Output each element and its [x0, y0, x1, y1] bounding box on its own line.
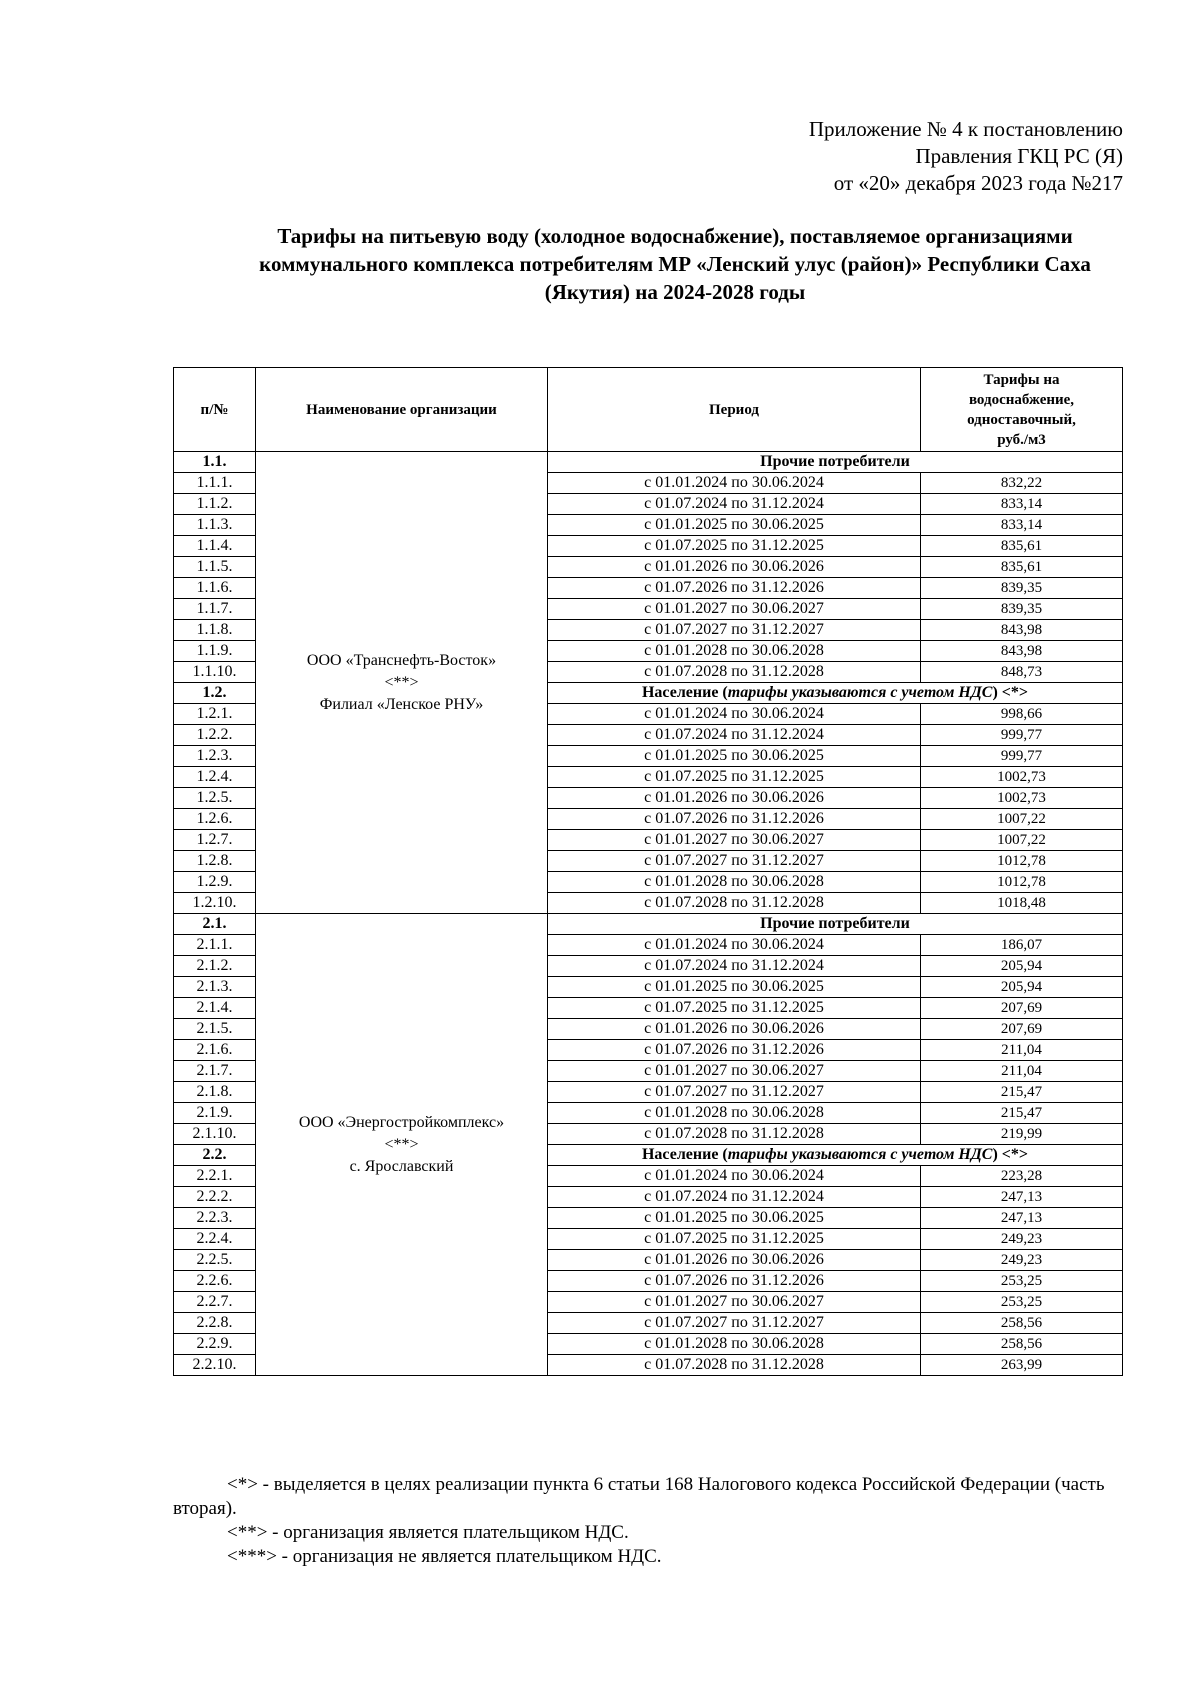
title-line-1: Тарифы на питьевую воду (холодное водоснабжение), поставляемое организациями — [277, 224, 1073, 248]
period-cell: с 01.01.2026 по 30.06.2026 — [548, 1250, 921, 1271]
group-label-vat-note: тарифы указываются с учетом НДС — [727, 684, 993, 701]
group-number: 1.1. — [174, 452, 256, 473]
consumer-group-label — [548, 683, 1123, 704]
row-number: 2.2.2. — [174, 1187, 256, 1208]
organization-name-line: <**> — [384, 1135, 419, 1153]
period-cell: с 01.01.2025 по 30.06.2025 — [548, 746, 921, 767]
tariff-value: 833,14 — [921, 494, 1123, 515]
tariff-value: 1007,22 — [921, 809, 1123, 830]
row-number: 1.1.7. — [174, 599, 256, 620]
footnote-vat-payer: <**> - организация является плательщиком НДС. — [227, 1522, 629, 1543]
footnote-vat-allocation: <*> - выделяется в целях реализации пункта 6 статьи 168 Налогового кодекса Российской Федерации (часть вторая). — [173, 1474, 1105, 1519]
tariff-value: 833,14 — [921, 515, 1123, 536]
tariff-value: 1012,78 — [921, 851, 1123, 872]
group-label-suffix: ) <*> — [992, 1146, 1029, 1163]
row-number: 2.1.3. — [174, 977, 256, 998]
row-number: 2.1.1. — [174, 935, 256, 956]
group-label-prefix: Население ( — [641, 684, 728, 701]
period-cell: с 01.01.2028 по 30.06.2028 — [548, 641, 921, 662]
tariff-value: 999,77 — [921, 725, 1123, 746]
row-number: 1.2.6. — [174, 809, 256, 830]
row-number: 2.2.3. — [174, 1208, 256, 1229]
period-cell: с 01.07.2028 по 31.12.2028 — [548, 1355, 921, 1376]
consumer-group-label: Прочие потребители — [548, 914, 1123, 935]
tariff-value: 843,98 — [921, 641, 1123, 662]
tariff-value: 998,66 — [921, 704, 1123, 725]
row-number: 2.2.4. — [174, 1229, 256, 1250]
period-cell: с 01.01.2027 по 30.06.2027 — [548, 1292, 921, 1313]
period-cell: с 01.01.2024 по 30.06.2024 — [548, 935, 921, 956]
col-header-org: Наименование организации — [256, 368, 548, 452]
row-number: 1.1.8. — [174, 620, 256, 641]
tariff-value: 1007,22 — [921, 830, 1123, 851]
row-number: 1.2.1. — [174, 704, 256, 725]
tariff-value: 205,94 — [921, 956, 1123, 977]
tariff-value: 839,35 — [921, 599, 1123, 620]
period-cell: с 01.07.2025 по 31.12.2025 — [548, 536, 921, 557]
period-cell: с 01.07.2028 по 31.12.2028 — [548, 1124, 921, 1145]
period-cell: с 01.07.2025 по 31.12.2025 — [548, 998, 921, 1019]
tariff-value: 249,23 — [921, 1250, 1123, 1271]
organization-name-line: с. Ярославский — [349, 1157, 454, 1175]
row-number: 1.1.2. — [174, 494, 256, 515]
group-label-suffix: ) <*> — [992, 684, 1029, 701]
period-cell: с 01.01.2027 по 30.06.2027 — [548, 830, 921, 851]
period-cell: с 01.07.2027 по 31.12.2027 — [548, 620, 921, 641]
period-cell: с 01.01.2028 по 30.06.2028 — [548, 1334, 921, 1355]
row-number: 1.2.5. — [174, 788, 256, 809]
tariff-value: 839,35 — [921, 578, 1123, 599]
organization-name-line: <**> — [384, 673, 419, 691]
period-cell: с 01.07.2027 по 31.12.2027 — [548, 1313, 921, 1334]
tariff-value: 249,23 — [921, 1229, 1123, 1250]
row-number: 2.2.7. — [174, 1292, 256, 1313]
consumer-group-label: Прочие потребители — [548, 452, 1123, 473]
period-cell: с 01.07.2024 по 31.12.2024 — [548, 725, 921, 746]
tariff-value: 1002,73 — [921, 767, 1123, 788]
footnotes — [173, 1473, 1122, 1569]
row-number: 2.1.8. — [174, 1082, 256, 1103]
period-cell: с 01.07.2027 по 31.12.2027 — [548, 851, 921, 872]
row-number: 1.2.10. — [174, 893, 256, 914]
period-cell: с 01.07.2026 по 31.12.2026 — [548, 1271, 921, 1292]
organization-name-line: ООО «Энергостройкомплекс» — [298, 1113, 505, 1131]
period-cell: с 01.01.2025 по 30.06.2025 — [548, 977, 921, 998]
period-cell: с 01.01.2026 по 30.06.2026 — [548, 788, 921, 809]
tariff-value: 205,94 — [921, 977, 1123, 998]
row-number: 2.1.5. — [174, 1019, 256, 1040]
row-number: 2.2.1. — [174, 1166, 256, 1187]
tariff-value: 211,04 — [921, 1061, 1123, 1082]
row-number: 1.2.7. — [174, 830, 256, 851]
col-header-period: Период — [548, 368, 921, 452]
organization-name-line: ООО «Транснефть-Восток» — [306, 651, 497, 669]
row-number: 1.1.4. — [174, 536, 256, 557]
table-header-row — [174, 368, 1123, 452]
organization-name — [256, 452, 548, 914]
row-number: 1.1.6. — [174, 578, 256, 599]
tariff-value: 1018,48 — [921, 893, 1123, 914]
organization-name-line: Филиал «Ленское РНУ» — [319, 695, 484, 713]
organization-name — [256, 914, 548, 1376]
row-number: 1.1.9. — [174, 641, 256, 662]
group-row — [174, 914, 1123, 935]
appendix-line-1: Приложение № 4 к постановлению — [808, 117, 1123, 141]
period-cell: с 01.01.2024 по 30.06.2024 — [548, 1166, 921, 1187]
row-number: 1.2.3. — [174, 746, 256, 767]
row-number: 1.1.3. — [174, 515, 256, 536]
period-cell: с 01.01.2027 по 30.06.2027 — [548, 1061, 921, 1082]
period-cell: с 01.07.2028 по 31.12.2028 — [548, 893, 921, 914]
period-cell: с 01.07.2024 по 31.12.2024 — [548, 1187, 921, 1208]
row-number: 2.1.10. — [174, 1124, 256, 1145]
row-number: 1.1.10. — [174, 662, 256, 683]
tariff-value: 999,77 — [921, 746, 1123, 767]
tariff-value: 186,07 — [921, 935, 1123, 956]
tariff-value: 215,47 — [921, 1103, 1123, 1124]
tariff-value: 258,56 — [921, 1334, 1123, 1355]
tariff-value: 215,47 — [921, 1082, 1123, 1103]
row-number: 1.2.4. — [174, 767, 256, 788]
row-number: 2.2.10. — [174, 1355, 256, 1376]
period-cell: с 01.07.2024 по 31.12.2024 — [548, 494, 921, 515]
row-number: 2.1.2. — [174, 956, 256, 977]
row-number: 2.2.6. — [174, 1271, 256, 1292]
group-number: 1.2. — [174, 683, 256, 704]
col-header-tariff-line: Тарифы на — [983, 371, 1060, 388]
tariff-value: 835,61 — [921, 536, 1123, 557]
title-line-3: (Якутия) на 2024-2028 годы — [544, 280, 806, 304]
tariff-value: 219,99 — [921, 1124, 1123, 1145]
period-cell: с 01.07.2026 по 31.12.2026 — [548, 1040, 921, 1061]
row-number: 2.1.7. — [174, 1061, 256, 1082]
group-number: 2.2. — [174, 1145, 256, 1166]
document-title — [175, 222, 1175, 306]
row-number: 1.2.2. — [174, 725, 256, 746]
table-body — [174, 452, 1123, 1376]
tariff-value: 253,25 — [921, 1271, 1123, 1292]
group-number: 2.1. — [174, 914, 256, 935]
period-cell: с 01.07.2025 по 31.12.2025 — [548, 1229, 921, 1250]
tariff-value: 263,99 — [921, 1355, 1123, 1376]
group-row — [174, 452, 1123, 473]
group-label-vat-note: тарифы указываются с учетом НДС — [727, 1146, 993, 1163]
period-cell: с 01.01.2028 по 30.06.2028 — [548, 1103, 921, 1124]
tariff-value: 247,13 — [921, 1208, 1123, 1229]
row-number: 2.2.5. — [174, 1250, 256, 1271]
row-number: 1.1.1. — [174, 473, 256, 494]
row-number: 2.1.4. — [174, 998, 256, 1019]
col-header-tariff — [921, 368, 1123, 452]
period-cell: с 01.01.2027 по 30.06.2027 — [548, 599, 921, 620]
tariff-table — [173, 367, 1123, 1376]
col-header-tariff-line: руб./м3 — [997, 431, 1046, 448]
tariff-value: 258,56 — [921, 1313, 1123, 1334]
appendix-line-2: Правления ГКЦ РС (Я) — [915, 144, 1123, 168]
row-number: 2.2.9. — [174, 1334, 256, 1355]
tariff-value: 253,25 — [921, 1292, 1123, 1313]
col-header-tariff-line: одноставочный, — [967, 411, 1076, 428]
consumer-group-label — [548, 1145, 1123, 1166]
row-number: 2.2.8. — [174, 1313, 256, 1334]
row-number: 1.2.9. — [174, 872, 256, 893]
tariff-value: 835,61 — [921, 557, 1123, 578]
period-cell: с 01.01.2025 по 30.06.2025 — [548, 1208, 921, 1229]
period-cell: с 01.07.2026 по 31.12.2026 — [548, 809, 921, 830]
appendix-header — [809, 116, 1123, 197]
period-cell: с 01.01.2026 по 30.06.2026 — [548, 557, 921, 578]
period-cell: с 01.01.2028 по 30.06.2028 — [548, 872, 921, 893]
footnote-non-vat-payer: <***> - организация не является плательщиком НДС. — [227, 1546, 662, 1567]
tariff-value: 247,13 — [921, 1187, 1123, 1208]
group-label-prefix: Население ( — [641, 1146, 728, 1163]
period-cell: с 01.01.2024 по 30.06.2024 — [548, 473, 921, 494]
tariff-value: 1012,78 — [921, 872, 1123, 893]
period-cell: с 01.01.2026 по 30.06.2026 — [548, 1019, 921, 1040]
row-number: 1.2.8. — [174, 851, 256, 872]
tariff-value: 211,04 — [921, 1040, 1123, 1061]
tariff-value: 848,73 — [921, 662, 1123, 683]
row-number: 2.1.6. — [174, 1040, 256, 1061]
tariff-value: 843,98 — [921, 620, 1123, 641]
tariff-value: 832,22 — [921, 473, 1123, 494]
period-cell: с 01.07.2028 по 31.12.2028 — [548, 662, 921, 683]
period-cell: с 01.01.2024 по 30.06.2024 — [548, 704, 921, 725]
period-cell: с 01.07.2024 по 31.12.2024 — [548, 956, 921, 977]
tariff-value: 1002,73 — [921, 788, 1123, 809]
col-header-tariff-line: водоснабжение, — [968, 391, 1075, 408]
col-header-num: п/№ — [174, 368, 256, 452]
period-cell: с 01.01.2025 по 30.06.2025 — [548, 515, 921, 536]
appendix-line-3: от «20» декабря 2023 года №217 — [833, 171, 1123, 195]
period-cell: с 01.07.2025 по 31.12.2025 — [548, 767, 921, 788]
tariff-value: 207,69 — [921, 998, 1123, 1019]
tariff-value: 223,28 — [921, 1166, 1123, 1187]
title-line-2: коммунального комплекса потребителям МР «Ленский улус (район)» Республики Саха — [259, 252, 1091, 276]
period-cell: с 01.07.2027 по 31.12.2027 — [548, 1082, 921, 1103]
period-cell: с 01.07.2026 по 31.12.2026 — [548, 578, 921, 599]
row-number: 2.1.9. — [174, 1103, 256, 1124]
tariff-value: 207,69 — [921, 1019, 1123, 1040]
row-number: 1.1.5. — [174, 557, 256, 578]
